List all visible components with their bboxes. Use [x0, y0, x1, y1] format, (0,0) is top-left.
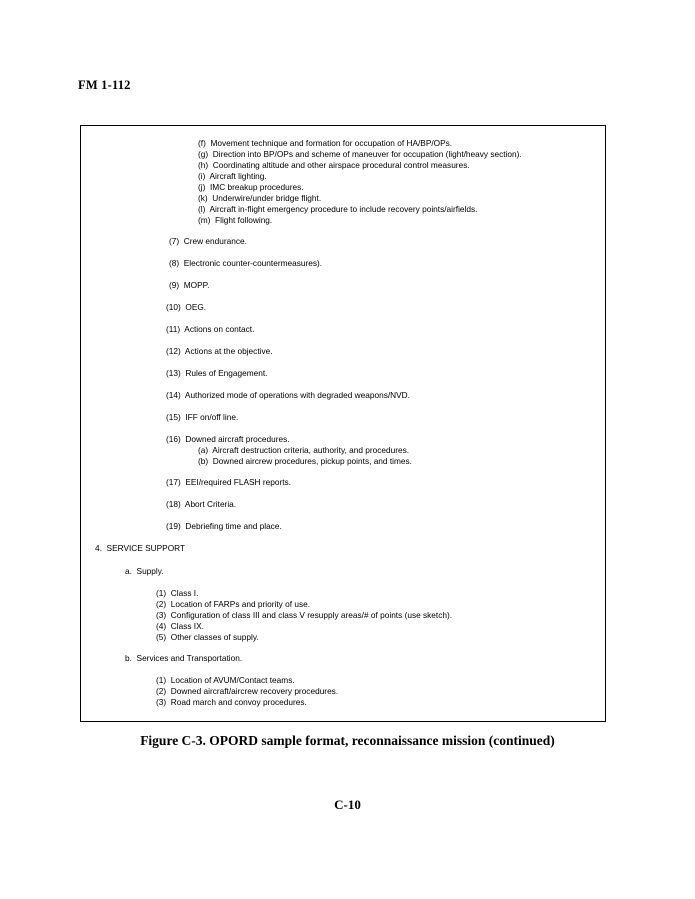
opord-line: (7) Crew endurance. [169, 236, 247, 246]
opord-line: (4) Class IX. [156, 621, 204, 631]
opord-line: (11) Actions on contact. [166, 324, 255, 334]
opord-line: (15) IFF on/off line. [166, 412, 239, 422]
opord-line: (2) Location of FARPs and priority of use. [156, 599, 311, 609]
opord-line: (2) Downed aircraft/aircrew recovery procedures. [156, 686, 339, 696]
opord-line: (k) Underwire/under bridge flight. [198, 193, 322, 203]
opord-line: (9) MOPP. [169, 280, 210, 290]
opord-line: (14) Authorized mode of operations with degraded weapons/NVD. [166, 390, 410, 400]
opord-line: (8) Electronic counter-countermeasures). [169, 258, 323, 268]
opord-line: (g) Direction into BP/OPs and scheme of maneuver for occupation (light/heavy section). [198, 149, 522, 159]
opord-line: (5) Other classes of supply. [156, 632, 259, 642]
opord-line: a. Supply. [125, 566, 164, 576]
opord-line: (10) OEG. [166, 302, 207, 312]
opord-line: (16) Downed aircraft procedures. [166, 434, 290, 444]
opord-line: (3) Configuration of class III and class V resupply areas/# of points (use sketch). [156, 610, 453, 620]
opord-line: 4. SERVICE SUPPORT [95, 543, 186, 553]
opord-line: (m) Flight following. [198, 215, 273, 225]
opord-line: (12) Actions at the objective. [166, 346, 273, 356]
opord-line: (b) Downed aircrew procedures, pickup points, and times. [198, 456, 412, 466]
opord-line: (l) Aircraft in-flight emergency procedure to include recovery points/airfields. [198, 204, 478, 214]
opord-line: (1) Class I. [156, 588, 199, 598]
opord-line: (i) Aircraft lighting. [198, 171, 267, 181]
opord-format-text [81, 126, 605, 721]
opord-line: (f) Movement technique and formation for occupation of HA/BP/OPs. [198, 138, 453, 148]
opord-line: (a) Aircraft destruction criteria, authority, and procedures. [198, 445, 410, 455]
opord-line: (3) Road march and convoy procedures. [156, 697, 307, 707]
opord-line: (13) Rules of Engagement. [166, 368, 268, 378]
manual-identifier: FM 1-112 [78, 78, 131, 92]
opord-line: (18) Abort Criteria. [166, 499, 237, 509]
opord-line: (19) Debriefing time and place. [166, 521, 282, 531]
figure-border-box [80, 125, 606, 722]
page-number: C-10 [334, 797, 361, 812]
opord-line: b. Services and Transportation. [125, 653, 243, 663]
opord-line: (1) Location of AVUM/Contact teams. [156, 675, 295, 685]
opord-line: (17) EEI/required FLASH reports. [166, 477, 291, 487]
opord-line: (h) Coordinating altitude and other airspace procedural control measures. [198, 160, 470, 170]
opord-line: (j) IMC breakup procedures. [198, 182, 304, 192]
figure-caption: Figure C-3. OPORD sample format, reconnaissance mission (continued) [140, 733, 555, 748]
